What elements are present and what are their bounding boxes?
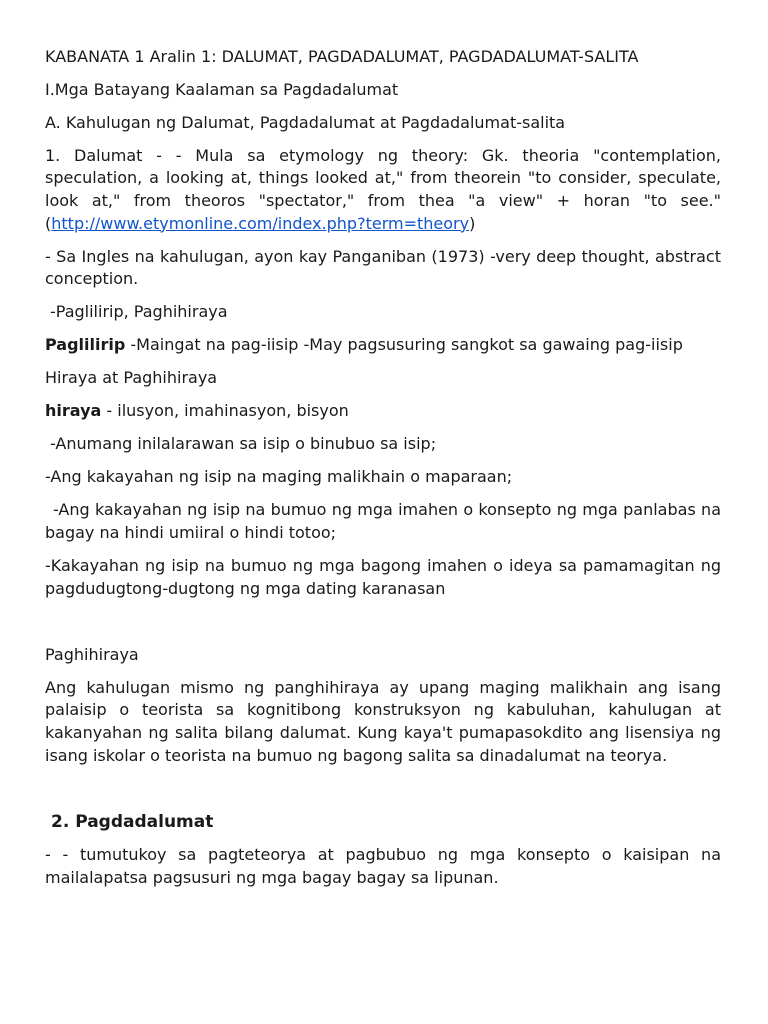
blank-line <box>45 778 721 801</box>
hiraya-paragraph <box>45 400 721 423</box>
paglilirip-paragraph <box>45 334 721 357</box>
blank-line <box>45 611 721 634</box>
etymonline-link[interactable]: http://www.etymonline.com/index.php?term=theory <box>51 213 470 233</box>
chapter-title: KABANATA 1 Aralin 1: DALUMAT, PAGDADALUMAT, PAGDADALUMAT-SALITA <box>45 46 639 66</box>
synonyms-line: -Paglilirip, Paghihiraya <box>50 302 228 322</box>
hiraya-point: -Kakayahan ng isip na bumuo ng mga bagong imahen o ideya sa pamamagitan ng pagdudugtong-dugtong ng mga dating karanasan <box>45 556 721 598</box>
pagdadalumat-paragraph: - - tumutukoy sa pagteteorya at pagbubuo ng mga konsepto o kaisipan na mailalapatsa pagsusuri ng mga bagay bagay sa lipunan. <box>45 844 721 887</box>
hiraya-term: hiraya <box>45 401 102 421</box>
paglilirip-definition: -Maingat na pag-iisip -May pagsusuring sangkot sa gawaing pag-iisip <box>125 335 683 355</box>
subsection-heading: A. Kahulugan ng Dalumat, Pagdadalumat at Pagdadalumat-salita <box>45 112 566 132</box>
paglilirip-term: Paglilirip <box>45 335 126 355</box>
section-heading: I.Mga Batayang Kaalaman sa Pagdadalumat <box>45 79 399 99</box>
hiraya-point: -Ang kakayahan ng isip na maging malikhain o maparaan; <box>45 467 513 487</box>
hiraya-definition: - ilusyon, imahinasyon, bisyon <box>101 401 349 421</box>
paghihiraya-heading: Paghihiraya <box>45 644 139 664</box>
hiraya-heading: Hiraya at Paghihiraya <box>45 368 218 388</box>
dalumat-paragraph <box>45 145 721 236</box>
hiraya-point: -Ang kakayahan ng isip na bumuo ng mga imahen o konsepto ng mga panlabas na bagay na hindi umiiral o hindi totoo; <box>45 500 721 543</box>
hiraya-point: -Anumang inilalarawan sa isip o binubuo sa isip; <box>50 434 437 454</box>
dalumat-text: 1. Dalumat - - Mula sa etymology ng theory: Gk. theoria "contemplation, speculation, a looking at, things looked at," from theorein "to consider, speculate, look at," from theoros "spectator," from thea "a view" + horan "to see." ( <box>45 145 721 233</box>
dalumat-closing-paren: ) <box>469 213 476 233</box>
pagdadalumat-heading: 2. Pagdadalumat <box>51 811 214 832</box>
english-meaning-paragraph: - Sa Ingles na kahulugan, ayon kay Panganiban (1973) -very deep thought, abstract conception. <box>45 246 721 289</box>
paghihiraya-paragraph: Ang kahulugan mismo ng panghihiraya ay upang maging malikhain ang isang palaisip o teorista sa kognitibong konstruksyon ng kabuluhan, kahulugan at kakanyahan ng salita bilang dalumat. Kung kaya't pumapasokdito ang lisensiya ng isang iskolar o teorista na bumuo ng bagong salita sa dinadalumat na teorya. <box>45 677 721 765</box>
